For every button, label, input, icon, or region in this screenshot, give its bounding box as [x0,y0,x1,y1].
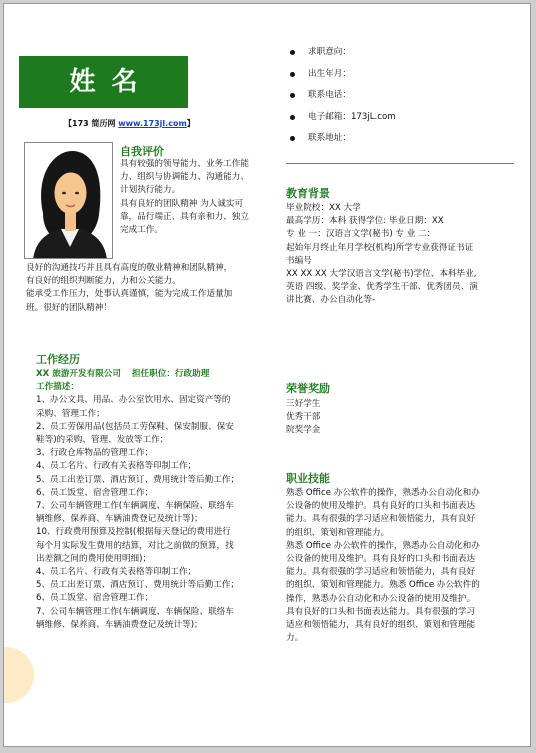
self-eval-line: 计划执行能力。 [120,185,181,196]
work-line: 6、员工饭堂、宿舍管理工作； [36,593,154,604]
skill-line: 的组织、策划和管理能力。熟悉 Office 办公软件的 [286,580,480,591]
self-eval-line: 具有较强的领导能力、业务工作能 [120,159,249,169]
self-eval-narrow [120,158,249,237]
work-line: 5、员工出差订票、酒店预订、费用统计等后勤工作； [36,474,240,485]
bullet-icon [290,136,295,141]
education-line: XX XX XX 大学汉语言文学(秘书)学位、本科毕业, [286,269,477,280]
education-line: 讲比赛、办公自动化等- [286,295,376,306]
self-eval-line: 有良好的组织判断能力，力和公关能力。 [26,276,181,287]
skill-line: 公设备的使用及维护。具有良好的口头和书面表达 [286,501,476,512]
work-line: 鞋等)的采购、管理、发放等工作； [36,435,169,446]
decorative-circle [3,647,34,703]
self-eval-line: 良好的沟通技巧并且具有高度的敬业精神和团队精神， [26,263,233,273]
skill-line: 具有良好的口头和书面表达能力。具有很强的学习 [286,606,476,617]
education-line: 起始年月终止年月学校(机构)所学专业获得证书证 [286,242,474,253]
skills-title: 职业技能 [286,472,330,485]
education-line: 书编号 [286,255,312,266]
work-line: 1、办公文具、用品、办公室饮用水、固定资产等的 [36,395,231,406]
work-desc-label: 工作描述： [36,382,79,393]
work-line: 10、行政费用预算及控制(根据每天登记的费用进行 [36,527,231,538]
skill-line: 操作，熟悉办公自动化和办公设备的使用及维护。 [286,593,476,604]
contact-item: 联系地址： [290,128,396,150]
contact-item: 求职意向： [290,42,396,64]
work-line: 4、员工名片、行政有关表格等印制工作； [36,567,197,578]
work-line: 7、公司车辆管理工作(车辆调度、车辆保险、联络车 [36,606,234,617]
honor-item: 院奖学金 [286,425,321,436]
work-line: 辆维修、保养商、车辆油费登记及统计等)； [36,514,203,525]
work-line: 辆维修、保养商、车辆油费登记及统计等)； [36,619,203,630]
work-line: 每个月实际发生费用的结算，对比之前做的预算，找 [36,540,234,551]
work-line: 采购、管理工作； [36,408,105,419]
site-prefix: 【173 简历网 [64,119,119,128]
bullet-icon [290,50,295,55]
skill-line: 熟悉 Office 办公软件的操作，熟悉办公自动化和办 [286,488,480,498]
work-line: 6、员工饭堂、宿舍管理工作； [36,487,154,498]
work-company: XX 旅游开发有限公司 [36,369,121,379]
site-link[interactable]: www.173jl.com [118,119,187,128]
work-title: 工作经历 [36,353,80,366]
site-line [64,118,195,129]
contact-item: 出生年月： [290,64,396,86]
bullet-icon [290,115,295,120]
self-eval-line: 靠，品行端正、具有亲和力、独立 [120,211,249,222]
skill-line: 公设备的使用及维护。具有良好的口头和书面表达 [286,554,476,565]
education-line: 专 业 一：汉语言文学(秘书) 专 业 二： [286,229,436,240]
skills-content [286,487,480,645]
skill-line: 适应和领悟能力，具有良好的组织、策划和管理能 [286,620,476,631]
honor-item: 三好学生 [286,399,321,409]
contact-list [290,42,396,150]
education-line: 毕业院校：XX 大学 [286,203,361,213]
name-banner: 姓名 [19,56,188,108]
self-eval-line: 完成工作。 [120,225,163,236]
contact-item: 电子邮箱：173jL.com [290,107,396,129]
honors-title: 荣誉奖励 [286,382,330,395]
bullet-icon [290,93,295,98]
education-line: 英语 四级、奖学金、优秀学生干部、优秀团员、演 [286,282,478,293]
skill-line: 能力。具有很强的学习适应和领悟能力，具有良好 [286,514,476,525]
honor-item: 优秀干部 [286,412,321,423]
work-line: 出差额之间的费用使用明细)； [36,553,152,564]
resume-page [3,3,531,747]
education-line: 最高学历：本科 获得学位: 毕业日期：XX [286,216,444,227]
work-line: 7、公司车辆管理工作(车辆调度、车辆保险、联络车 [36,501,234,512]
self-eval-title: 自我评价 [120,145,164,158]
bullet-icon [290,72,295,77]
honors-content [286,398,320,438]
self-eval-line: 班。很好的团队精神！ [26,302,112,313]
contact-item: 联系电话： [290,85,396,107]
self-eval-wide [26,262,232,315]
work-line: 5、员工出差订票、酒店预订、费用统计等后勤工作； [36,580,240,591]
education-content [286,202,478,308]
skill-line: 力。 [286,633,304,644]
self-eval-line: 具有良好的团队精神 为人诚实可 [120,198,244,209]
skill-line: 能力。具有很强的学习适应和领悟能力，具有良好 [286,567,476,578]
avatar-illustration [25,143,113,259]
work-line: 3、行政仓库物品的管理工作； [36,448,154,459]
avatar [24,142,113,259]
skill-line: 熟悉 Office 办公软件的操作，熟悉办公自动化和办 [286,540,480,551]
skill-line: 的组织、策划和管理能力。 [286,527,390,538]
work-position: 担任职位：行政助理 [131,369,210,379]
self-eval-line: 能承受工作压力，处事认真谨慎，能为完成工作适量加 [26,289,233,300]
self-eval-line: 力、组织与协调能力、沟通能力、 [120,172,249,183]
work-line: 2、员工劳保用品(包括员工劳保鞋、保安制服、保安 [36,421,234,432]
site-suffix: 】 [186,119,195,128]
work-line: 4、员工名片、行政有关表格等印制工作； [36,461,197,472]
work-content [36,368,239,632]
education-title: 教育背景 [286,187,330,200]
divider [286,163,514,164]
